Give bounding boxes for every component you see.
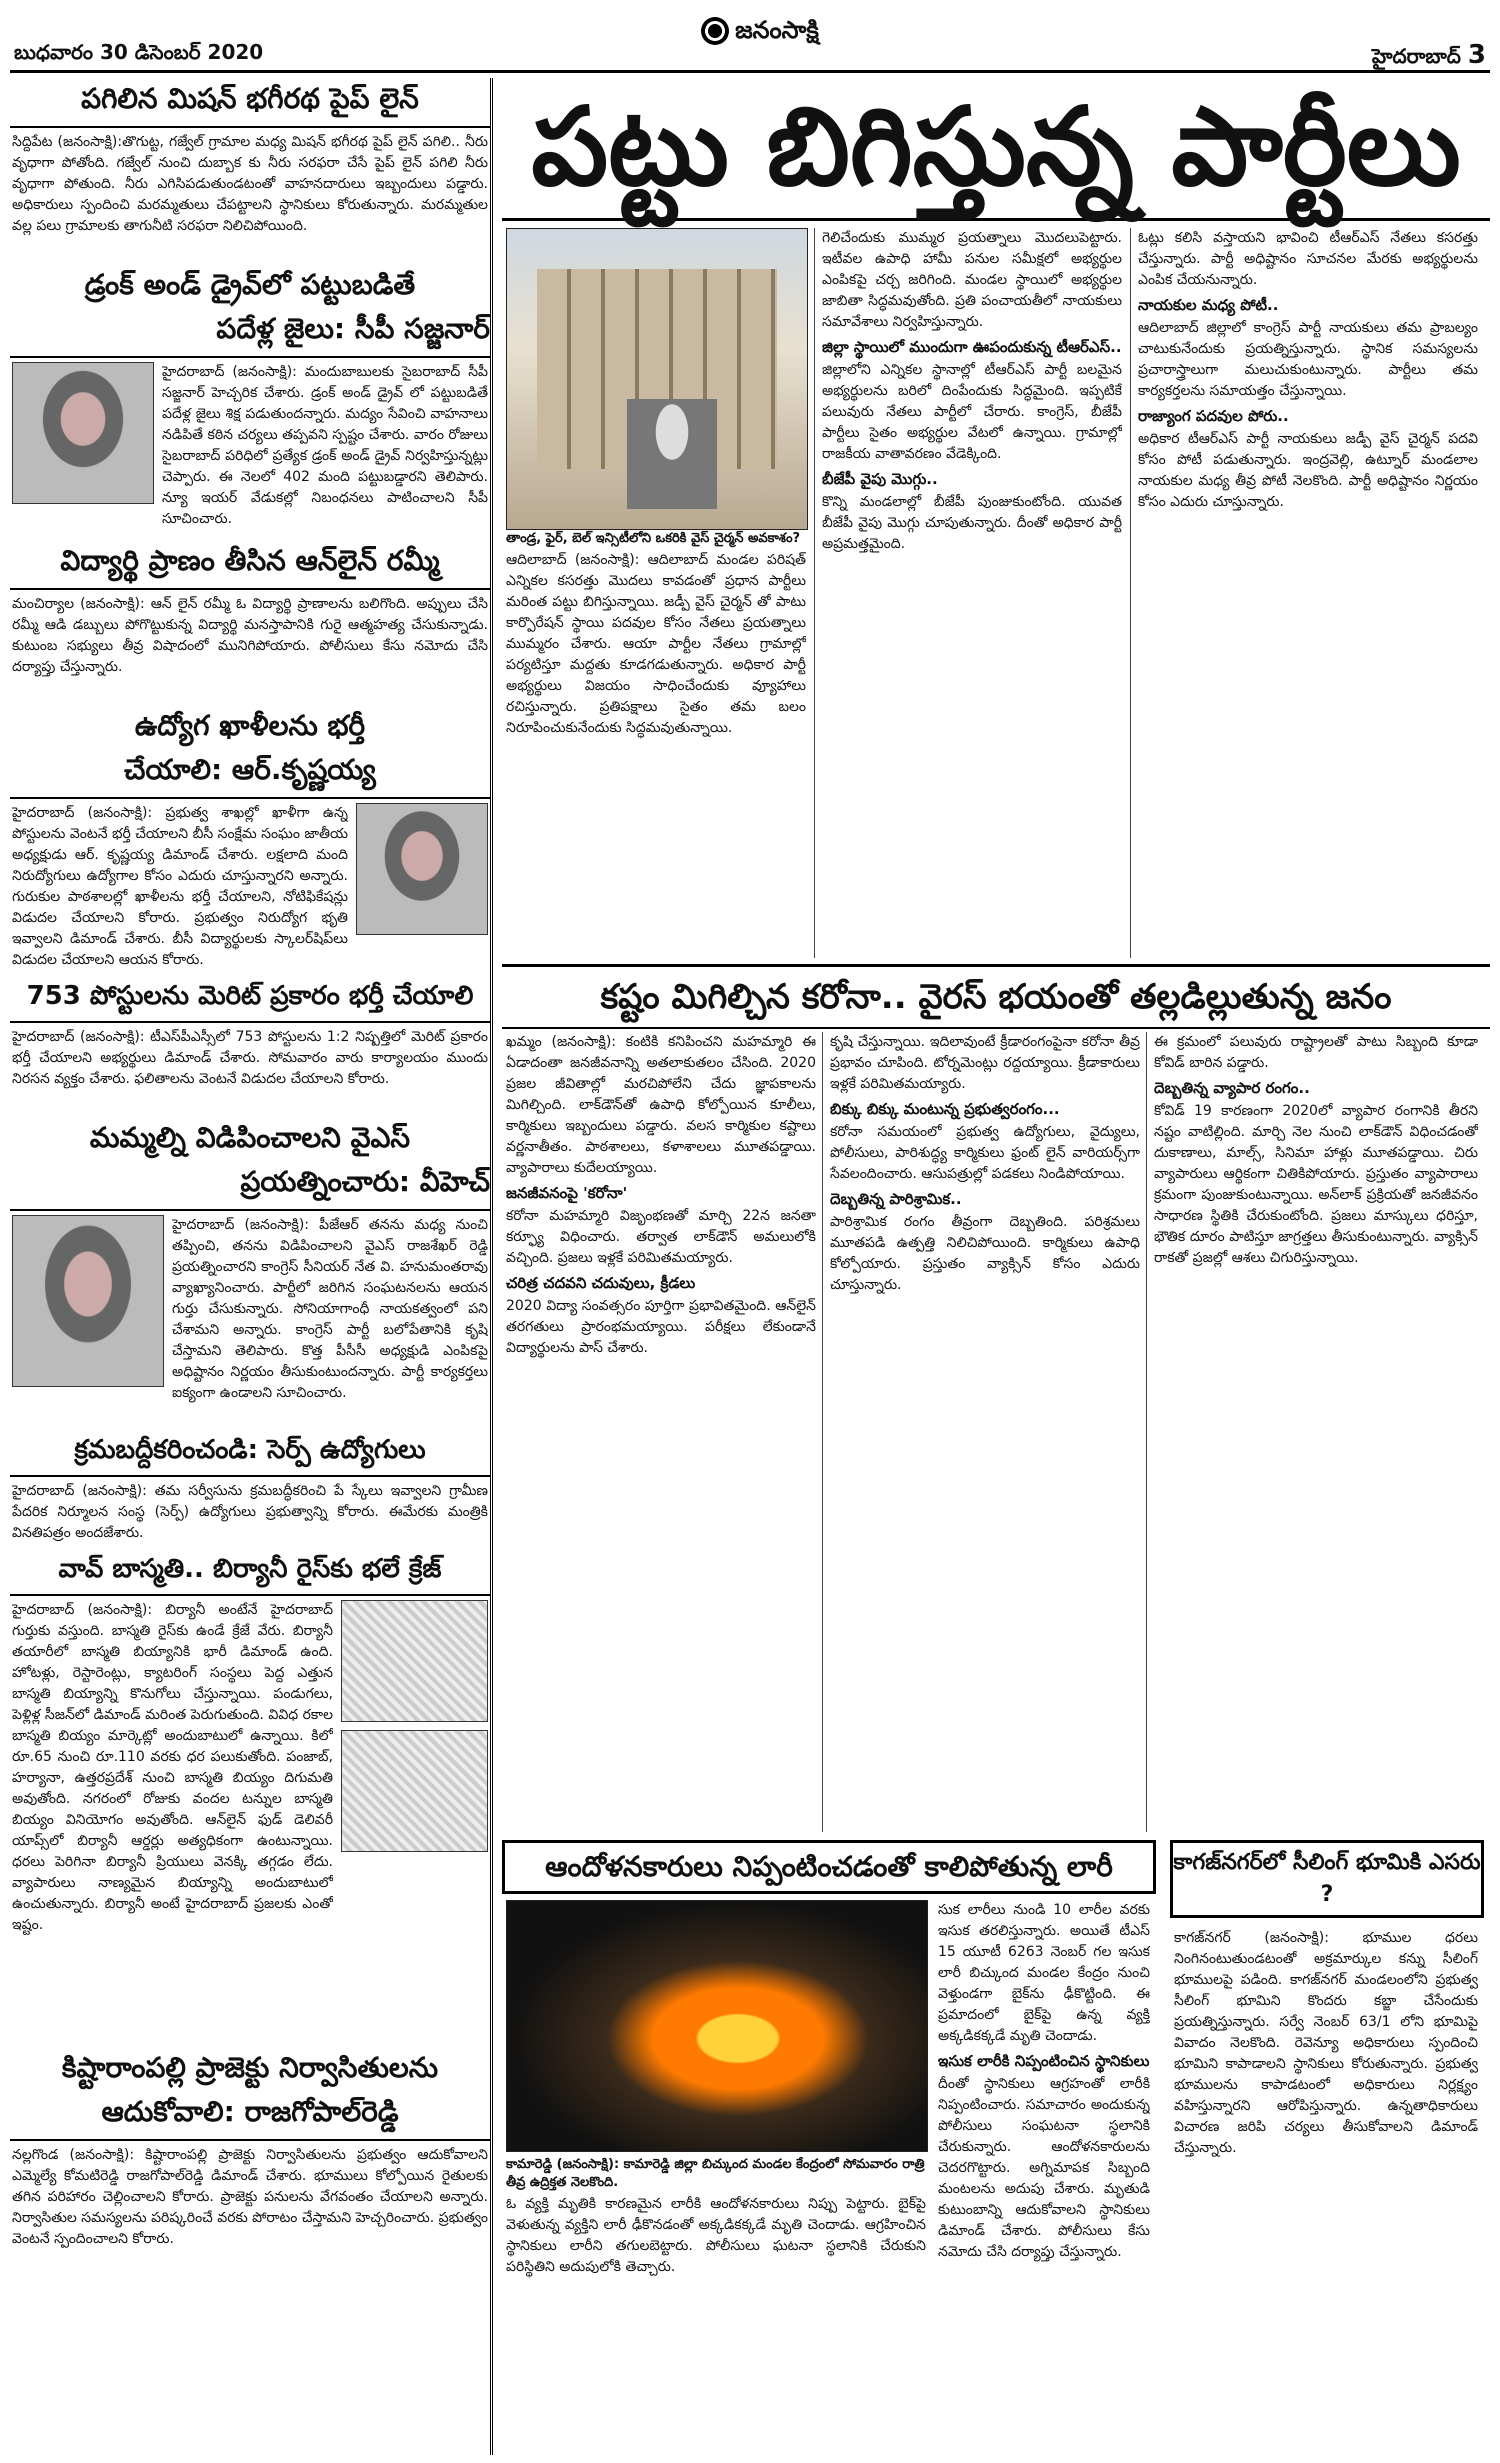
photo-caption-lorry: కామారెడ్డి (జనంసాక్షి): కామారెడ్డి జిల్లా బిచ్కుంద మండల కేంద్రంలో సోమవారం రాత్రి తీవ్ర ఉద్రిక్తత నెలకొంది. xyxy=(506,2157,925,2190)
subhead-corona-education: చరిత్ర చదవని చదువులు, క్రీడలు xyxy=(506,1274,696,1292)
column-divider xyxy=(822,1032,823,1832)
headline-kistaram-2: ఆదుకోవాలి: రాజగోపాల్‌రెడ్డి xyxy=(10,2091,490,2141)
headline-vh-2: ప్రయత్నించారు: వీహెచ్ xyxy=(10,1161,490,1211)
article-drunk-drive xyxy=(10,264,490,540)
logo-text: జనంసాక్షి xyxy=(735,16,819,44)
body-753-posts: హైదరాబాద్ (జనంసాక్షి): టీఎస్‌పీఎస్సీలో 753 పోస్టులను 1:2 నిష్పత్తిలో మెరిట్ ప్రకారం భర్తీ చేయాలని అభ్యర్థులు డిమాండ్ చేశారు. సోమవారం వారు కార్యాలయం ముందు నిరసన వ్యక్తం చేశారు. ఫలితాలను వెంటనే విడుదల చేయాలని కోరారు. xyxy=(12,1029,488,1087)
article-basmati xyxy=(10,1550,490,2047)
statue-shape xyxy=(627,399,717,509)
headline-pipeline: పగిలిన మిషన్ భగీరథ పైప్ లైన్ xyxy=(10,78,490,128)
corona-c2b-text: కరోనా సమయంలో ప్రభుత్వ ఉద్యోగులు, వైద్యులు, పోలీసులు, పారిశుద్ధ్య కార్మికులు ఫ్రంట్ లైన్ వారియర్స్‌గా సేవలందించారు. ఆసుపత్రుల్లో పడకలు నిండిపోయాయి. xyxy=(830,1124,1140,1182)
column-divider xyxy=(814,228,815,958)
ceiling-body: కాగజ్‌నగర్ (జనంసాక్షి): భూముల ధరలు నింగినంటుతుండటంతో అక్రమార్కుల కన్ను సీలింగ్ భూములపై పడింది. కాగజ్‌నగర్ మండలంలోని ప్రభుత్వ సీలింగ్ భూమిని కొందరు కబ్జా చేసేందుకు ప్రయత్నిస్తున్నారు. సర్వే నెంబర్ 63/1 లోని భూమిపై వివాదం నెలకొంది. రెవెన్యూ అధికారులు స్పందించి భూమిని కాపాడాలని స్థానికులు కోరుతున్నారు. ప్రభుత్వ భూములను కాపాడటంలో అధికారులు నిర్లక్ష్యం వహిస్తున్నారని ఆరోపిస్తున్నారు. ఉన్నతాధికారులు విచారణ జరిపి చర్యలు తీసుకోవాలని డిమాండ్ చేస్తున్నారు. xyxy=(1174,1930,1478,2156)
headline-753-posts: 753 పోస్టులను మెరిట్ ప్రకారం భర్తీ చేయాలి xyxy=(10,977,490,1023)
header-city xyxy=(1372,40,1486,73)
main-col-2b-text: జిల్లాలోని ఎన్నికల స్థానాల్లో టీఆర్‌ఎస్ పార్టీ బలమైన అభ్యర్థులను బరిలో దింపేందుకు సిద్ధమైంది. ఇప్పటికే పలువురు నేతలు పార్టీలో చేరారు. కాంగ్రెస్, బీజేపీ పార్టీలు సైతం అభ్యర్థుల వేటలో ఉన్నాయి. గ్రామాల్లో రాజకీయ వాతావరణం వేడెక్కింది. xyxy=(822,362,1122,462)
headline-basmati: వావ్ బాస్మతి.. బిర్యానీ రైస్‌కు భలే క్రేజ్ xyxy=(10,1550,490,1596)
headline-vh-1: మమ్మల్ని విడిపించాలని వైఎస్ xyxy=(89,1121,411,1154)
headline-lorry: ఆందోళనకారులు నిప్పంటించడంతో కాలిపోతున్న లారీ xyxy=(502,1840,1156,1894)
headline-corona: కష్టం మిగిల్చిన కరోనా.. వైరస్ భయంతో తల్లడిల్లుతున్న జనం xyxy=(502,964,1490,1029)
main-col-1: ఆదిలాబాద్ (జనంసాక్షి): ఆదిలాబాద్ మండల పరిషత్ ఎన్నికల కసరత్తు మొదలు కావడంతో ప్రధాన పార్టీలు మరింత పట్టు బిగిస్తున్నాయి. జడ్పీ వైస్ చైర్మన్ తో పాటు కార్పొరేషన్ స్థాయి పదవుల కోసం నేతలు ప్రయత్నాలు ముమ్మరం చేశారు. ఆయా పార్టీల నేతలు గ్రామాల్లో పర్యటిస్తూ మద్దతు కూడగడుతున్నారు. అధికార పార్టీ అభ్యర్థులు విజయం సాధించేందుకు వ్యూహాలు రచిస్తున్నారు. ప్రతిపక్షాలు సైతం తమ బలం నిరూపించుకునేందుకు సిద్ధమవుతున్నాయి. xyxy=(506,552,806,736)
corona-col-2 xyxy=(830,1032,1140,1832)
corona-c1-text: ఖమ్మం (జనంసాక్షి): కంటికి కనిపించని మహమ్మారి ఈ ఏడాదంతా జనజీవనాన్ని అతలాకుతలం చేసింది. 2020 ప్రజల జీవితాల్లో మరచిపోలేని చేదు జ్ఞాపకాలను మిగిల్చింది. లాక్‌డౌన్‌తో ఉపాధి కోల్పోయిన కూలీలు, కార్మికులు ఇబ్బందులు పడ్డారు. వలస కార్మికుల కష్టాలు వర్ణనాతీతం. పాఠశాలలు, కళాశాలలు మూతపడ్డాయి. వ్యాపారాలు కుదేలయ్యాయి. xyxy=(506,1034,816,1176)
article-online-rummy xyxy=(10,540,490,699)
subhead-trs: జిల్లా స్థాయిలో ముందుగా ఊపందుకున్న టీఆర్‌ఎస్.. xyxy=(822,338,1122,356)
article-krishnaiah xyxy=(10,705,490,977)
article-pipeline xyxy=(10,78,490,258)
headline-krishnaiah-1: ఉద్యోగ ఖాళీలను భర్తీ xyxy=(134,709,366,742)
headline-drunk-drive-1: డ్రంక్ అండ్ డ్రైవ్‌లో పట్టుబడితే xyxy=(84,268,416,301)
body-kistaram: నల్లగొండ (జనంసాక్షి): కిష్టారాంపల్లి ప్రాజెక్టు నిర్వాసితులను ప్రభుత్వం ఆదుకోవాలని ఎమ్మెల్యే కోమటిరెడ్డి రాజగోపాల్‌రెడ్డి డిమాండ్ చేశారు. భూములు కోల్పోయిన రైతులకు తగిన పరిహారం చెల్లించాలని కోరారు. ప్రాజెక్టు పనులను వేగవంతం చేయాలని అన్నారు. నిర్వాసితుల సమస్యలను పరిష్కరించే వరకు పోరాటం చేస్తామని హెచ్చరించారు. ప్రభుత్వం వెంటనే స్పందించాలని కోరారు. xyxy=(12,2147,488,2247)
headline-ceiling: కాగజ్‌నగర్‌లో సీలింగ్ భూమికి ఎసరు ? xyxy=(1170,1840,1484,1918)
corona-c2-text: కృషి చేస్తున్నాయి. ఇదిలావుంటే క్రీడారంగంపైనా కరోనా తీవ్ర ప్రభావం చూపింది. టోర్నమెంట్లు రద్దయ్యాయి. క్రీడాకారులు ఇళ్లకే పరిమితమయ్యారు. xyxy=(830,1034,1140,1092)
article-vh xyxy=(10,1117,490,1431)
headline-drunk-drive-2: పదేళ్ల జైలు: సీపీ సజ్జనార్ xyxy=(10,308,490,358)
column-divider xyxy=(1146,1032,1147,1832)
column-divider xyxy=(1130,228,1131,958)
headline-serp: క్రమబద్దీకరించండి: సెర్ప్ ఉద్యోగులు xyxy=(10,1431,490,1477)
corona-c3-text: ఈ క్రమంలో పలువురు రాష్ట్రాలతో పాటు సిబ్బంది కూడా కోవిడ్ బారిన పడ్డారు. xyxy=(1154,1034,1478,1071)
photo-caption-building: తాండ్ర, ఫైర్, బెల్ ఇన్సిటీలోని ఒకరికి వైస్ చైర్మన్ అవకాశం? xyxy=(506,531,801,546)
corona-col-1 xyxy=(506,1032,816,1832)
corona-c1c-text: 2020 విద్యా సంవత్సరం పూర్తిగా ప్రభావితమైంది. ఆన్‌లైన్ తరగతులు ప్రారంభమయ్యాయి. పరీక్షలు లేకుండానే విద్యార్థులను పాస్ చేశారు. xyxy=(506,1298,816,1356)
corona-col-3 xyxy=(1154,1032,1478,1832)
subhead-corona-govt: బిక్కు బిక్కు మంటున్న ప్రభుత్వరంగం... xyxy=(830,1100,1060,1118)
headline-kistaram-1: కిష్టారాంపల్లి ప్రాజెక్టు నిర్వాసితులను xyxy=(61,2051,439,2084)
body-drunk-drive: హైదరాబాద్ (జనంసాక్షి): మందుబాబులకు సైబరాబాద్ సీపీ సజ్జనార్ హెచ్చరిక చేశారు. డ్రంక్ అండ్ డ్రైవ్ లో పట్టుబడితే పదేళ్ల జైలు శిక్ష పడుతుందన్నారు. మద్యం సేవించి వాహనాలు నడిపితే కఠిన చర్యలు తప్పవని స్పష్టం చేశారు. వారం రోజులు సైబరాబాద్ పరిధిలో ప్రత్యేక డ్రంక్ అండ్ డ్రైవ్ నిర్వహిస్తున్నట్లు చెప్పారు. ఈ నెలలో 402 మంది పట్టుబడ్డారని తెలిపారు. న్యూ ఇయర్ వేడుకల్లో నిబంధనలు పాటించాలని సీపీ సూచించారు. xyxy=(162,364,488,527)
main-col-2c-text: కొన్ని మండలాల్లో బీజేపీ పుంజుకుంటోంది. యువత బీజేపీ వైపు మొగ్గు చూపుతున్నారు. దీంతో అధికార పార్టీ అప్రమత్తమైంది. xyxy=(822,494,1122,552)
headline-krishnaiah-2: చేయాలి: ఆర్.కృష్ణయ్య xyxy=(10,749,490,799)
body-basmati: హైదరాబాద్ (జనంసాక్షి): బిర్యానీ అంటేనే హైదరాబాద్ గుర్తుకు వస్తుంది. బాస్మతి రైస్‌కు ఉండే క్రేజే వేరు. బిర్యానీ తయారీలో బాస్మతి బియ్యానికి భారీ డిమాండ్ ఉంది. హోటళ్లు, రెస్టారెంట్లు, క్యాటరింగ్ సంస్థలు పెద్ద ఎత్తున బాస్మతి బియ్యాన్ని కొనుగోలు చేస్తున్నాయి. పండుగలు, పెళ్లిళ్ల సీజన్‌లో డిమాండ్ మరింత పెరుగుతుంది. వివిధ రకాల బాస్మతి బియ్యం మార్కెట్లో అందుబాటులో ఉన్నాయి. కిలో రూ.65 నుంచి రూ.110 వరకు ధర పలుకుతోంది. పంజాబ్, హర్యానా, ఉత్తరప్రదేశ్ నుంచి బాస్మతి బియ్యం దిగుమతి అవుతోంది. నగరంలో రోజుకు వందల టన్నుల బాస్మతి బియ్యం వినియోగం అవుతోంది. ఆన్‌లైన్ ఫుడ్ డెలివరీ యాప్స్‌లో బిర్యానీ ఆర్డర్లు అత్యధికంగా ఉంటున్నాయి. ధరలు పెరిగినా బిర్యానీ ప్రియులు వెనక్కి తగ్గడం లేదు. వ్యాపారులు నాణ్యమైన బియ్యాన్ని అందుబాటులో ఉంచుతున్నారు. బిర్యానీ అంటే హైదరాబాద్ ప్రజలకు ఎంతో ఇష్టం. xyxy=(12,1602,333,1933)
photo-burning-lorry xyxy=(506,1900,928,2152)
lorry-col-1: ఓ వ్యక్తి మృతికి కారణమైన లారీకి ఆందోళనకారులు నిప్పు పెట్టారు. బైక్‌పై వెళుతున్న వ్యక్తిని లారీ ఢీకొనడంతో అక్కడికక్కడే మృతి చెందాడు. ఆగ్రహించిన స్థానికులు లారీని తగులబెట్టారు. పోలీసులు ఘటనా స్థలానికి చేరుకుని పరిస్థితిని అదుపులోకి తెచ్చారు. xyxy=(506,2196,926,2275)
corona-c1b-text: కరోనా మహమ్మారి విజృంభణతో మార్చి 22న జనతా కర్ఫ్యూ విధించారు. తర్వాత లాక్‌డౌన్ అమలులోకి వచ్చింది. ప్రజలు ఇళ్లకే పరిమితమయ్యారు. xyxy=(506,1208,816,1266)
page-header xyxy=(10,0,1490,73)
subhead-corona-business: దెబ్బతిన్న వ్యాపార రంగం.. xyxy=(1154,1079,1310,1097)
body-serp: హైదరాబాద్ (జనంసాక్షి): తమ సర్వీసును క్రమబద్ధీకరించి పే స్కేలు ఇవ్వాలని గ్రామీణ పేదరిక నిర్మూలన సంస్థ (సెర్ప్) ఉద్యోగులు ప్రభుత్వాన్ని కోరారు. ఈమేరకు మంత్రికి వినతిపత్రం అందజేశారు. xyxy=(12,1483,488,1541)
masthead-logo xyxy=(630,16,890,50)
photo-biryani xyxy=(341,1730,488,1852)
main-col-3c-text: అధికార టీఆర్‌ఎస్ పార్టీ నాయకులు జడ్పీ వైస్ చైర్మన్ పదవి కోసం పోటీ పడుతున్నారు. ఇంద్రవెల్లి, ఉట్నూర్ మండలాల నాయకుల మధ్య తీవ్ర పోటీ నెలకొంది. పార్టీ అధిష్టానం నిర్ణయం కోసం ఎదురు చూస్తున్నారు. xyxy=(1138,431,1478,510)
lorry-c2b-text: దీంతో స్థానికులు ఆగ్రహంతో లారీకి నిప్పంటించారు. సమాచారం అందుకున్న పోలీసులు సంఘటనా స్థలానికి చేరుకున్నారు. ఆందోళనకారులను చెదరగొట్టారు. అగ్నిమాపక సిబ్బంది మంటలను అదుపు చేశారు. మృతుడి కుటుంబాన్ని ఆదుకోవాలని స్థానికులు డిమాండ్ చేశారు. పోలీసులు కేసు నమోదు చేసి దర్యాప్తు చేస్తున్నారు. xyxy=(938,2076,1150,2260)
photo-krishnaiah xyxy=(356,803,488,935)
article-kistaram xyxy=(10,2047,490,2292)
photo-vh xyxy=(12,1215,164,1387)
corona-c3b-text: కోవిడ్ 19 కారణంగా 2020లో వ్యాపార రంగానికి తీరని నష్టం వాటిల్లింది. మార్చి నెల నుంచి లాక్‌డౌన్ విధించడంతో దుకాణాలు, మాల్స్, సినిమా హాళ్లు మూతపడ్డాయి. చిరు వ్యాపారులు ఆర్థికంగా చితికిపోయారు. ప్రస్తుతం వ్యాపారాలు క్రమంగా పుంజుకుంటున్నాయి. అన్‌లాక్ ప్రక్రియతో జనజీవనం సాధారణ స్థితికి చేరుకుంటోంది. ప్రజలు మాస్కులు ధరిస్తూ, భౌతిక దూరం పాటిస్తూ జాగ్రత్తలు తీసుకుంటున్నారు. వ్యాక్సిన్ రాకతో ప్రజల్లో ఆశలు చిగురిస్తున్నాయి. xyxy=(1154,1103,1478,1266)
main-col-3-text: ఓట్లు కలిసి వస్తాయని భావించి టీఆర్‌ఎస్ నేతలు కసరత్తు చేస్తున్నారు. పార్టీ అధిష్టానం సూచనల మేరకు అభ్యర్థులను ఎంపిక చేయనున్నారు. xyxy=(1138,230,1478,288)
body-pipeline: సిద్దిపేట (జనంసాక్షి):తొగుట్ట, గజ్వేల్ గ్రామాల మధ్య మిషన్ భగీరథ పైప్ లైన్ పగిలి.. నీరు వృధాగా పోతోంది. గజ్వేల్ నుంచి దుబ్బాక కు నీరు సరఫరా చేసే పైప్ లైన్ పగిలి నీరు వృధాగా పోతుంది. నీరు ఎగిసిపడుతుండటంతో వాహనదారులు ఇబ్బందులు పడ్డారు. అధికారులు స్పందించి మరమ్మతులు చేపట్టాలని స్థానికులు కోరుతున్నారు. మరమ్మతుల వల్ల పలు గ్రామాలకు తాగునీటి సరఫరా నిలిచిపోయింది. xyxy=(12,134,488,234)
logo-icon xyxy=(701,17,729,45)
main-col-3 xyxy=(1138,228,1478,958)
main-headline: పట్టు బిగిస్తున్న పార్టీలు xyxy=(502,78,1490,221)
lorry-col-2 xyxy=(938,1900,1150,2449)
article-serp xyxy=(10,1431,490,1544)
subhead-lorry: ఇసుక లారీకి నిప్పంటించిన స్థానికులు xyxy=(938,2052,1150,2070)
left-column xyxy=(10,78,493,2455)
subhead-corona-industry: దెబ్బతిన్న పారిశ్రామిక.. xyxy=(830,1190,962,1208)
headline-online-rummy: విద్యార్థి ప్రాణం తీసిన ఆన్‌లైన్ రమ్మీ xyxy=(10,540,490,590)
subhead-leaders: నాయకుల మధ్య పోటీ.. xyxy=(1138,296,1279,314)
main-area xyxy=(502,78,1490,2455)
photo-building xyxy=(506,228,808,530)
photo-rice xyxy=(341,1600,488,1722)
city-name: హైదరాబాద్ xyxy=(1371,44,1461,68)
subhead-bjp: బీజేపీ వైపు మొగ్గు.. xyxy=(822,470,938,488)
subhead-corona-life: జనజీవనంపై 'కరోనా' xyxy=(506,1184,628,1202)
photo-cp-sajjanar xyxy=(12,362,154,504)
body-online-rummy: మంచిర్యాల (జనంసాక్షి): ఆన్ లైన్ రమ్మీ ఓ విద్యార్థి ప్రాణాలను బలిగొంది. అప్పులు చేసి రమ్మీ ఆడి డబ్బులు పోగొట్టుకున్న విద్యార్థి మనస్తాపానికి గురై ఆత్మహత్య చేసుకున్నాడు. కుటుంబ సభ్యులు తీవ్ర విషాదంలో మునిగిపోయారు. పోలీసులు కేసు నమోదు చేసి దర్యాప్తు చేస్తున్నారు. xyxy=(12,596,488,675)
main-col-2 xyxy=(822,228,1122,958)
article-753-posts xyxy=(10,977,490,1111)
corona-c2c-text: పారిశ్రామిక రంగం తీవ్రంగా దెబ్బతింది. పరిశ్రమలు మూతపడి ఉత్పత్తి నిలిచిపోయింది. కార్మికులు ఉపాధి కోల్పోయారు. ప్రస్తుతం వ్యాక్సిన్ కోసం ఎదురు చూస్తున్నారు. xyxy=(830,1214,1140,1293)
page-number: 3 xyxy=(1467,40,1486,70)
lorry-c2-text: సుక లారీలు నుండి 10 లారీల వరకు ఇసుక తరలిస్తున్నారు. అయితే టీఎస్ 15 యూటీ 6263 నెంబర్ గల ఇసుక లారీ బిచ్కుంద మండల కేంద్రం నుంచి వెళ్తుండగా బైక్‌ను ఢీకొట్టింది. ఈ ప్రమాదంలో బైక్‌పై ఉన్న వ్యక్తి అక్కడికక్కడే మృతి చెందాడు. xyxy=(938,1902,1150,2044)
subhead-posts: రాజ్యాంగ పదవుల పోరు.. xyxy=(1138,407,1289,425)
header-date: బుధవారం 30 డిసెంబర్ 2020 xyxy=(14,40,264,64)
main-col-3b-text: ఆదిలాబాద్ జిల్లాలో కాంగ్రెస్ పార్టీ నాయకులు తమ ప్రాబల్యం చాటుకునేందుకు ప్రయత్నిస్తున్నారు. స్థానిక సమస్యలను ప్రచారాస్త్రాలుగా మలుచుకుంటున్నారు. పార్టీలు తమ కార్యకర్తలను సమాయత్తం చేస్తున్నాయి. xyxy=(1138,320,1478,399)
body-krishnaiah: హైదరాబాద్ (జనంసాక్షి): ప్రభుత్వ శాఖల్లో ఖాళీగా ఉన్న పోస్టులను వెంటనే భర్తీ చేయాలని బీసీ సంక్షేమ సంఘం జాతీయ అధ్యక్షుడు ఆర్. కృష్ణయ్య డిమాండ్ చేశారు. లక్షలాది మంది నిరుద్యోగులు ఉద్యోగాల కోసం ఎదురు చూస్తున్నారని అన్నారు. గురుకుల పాఠశాలల్లో ఖాళీలను భర్తీ చేయాలని, నోటిఫికేషన్లు విడుదల చేయాలని కోరారు. ప్రభుత్వం నిరుద్యోగ భృతి ఇవ్వాలని డిమాండ్ చేశారు. బీసీ విద్యార్థులకు స్కాలర్‌షిప్‌లు విడుదల చేయాలని ఆయన కోరారు. xyxy=(12,805,348,968)
body-vh: హైదరాబాద్ (జనంసాక్షి): పీజేఆర్ తనను మధ్య నుంచి తప్పించి, తనను విడిపించాలని వైఎస్ రాజశేఖర్ రెడ్డి ప్రయత్నించారని కాంగ్రెస్ సీనియర్ నేత వి. హనుమంతరావు వ్యాఖ్యానించారు. పార్టీలో జరిగిన సంఘటనలను ఆయన గుర్తు చేసుకున్నారు. సోనియాగాంధీ నాయకత్వంలో పని చేశామని అన్నారు. కాంగ్రెస్ పార్టీ బలోపేతానికి కృషి చేస్తామని తెలిపారు. కొత్త పీసీసీ అధ్యక్షుడి ఎంపికపై అధిష్టానం నిర్ణయం తీసుకుంటుందన్నారు. పార్టీ కార్యకర్తలు ఐక్యంగా ఉండాలని సూచించారు. xyxy=(172,1217,488,1401)
main-col-2-text: గెలిచేందుకు ముమ్మర ప్రయత్నాలు మొదలుపెట్టారు. ఇటీవల ఉపాధి హామీ పనుల సమీక్షలో అభ్యర్థుల ఎంపికపై చర్చ జరిగింది. మండల స్థాయిలో అభ్యర్థుల జాబితా సిద్ధమవుతోంది. ప్రతి పంచాయతీలో నాయకులు సమావేశాలు నిర్వహిస్తున్నారు. xyxy=(822,230,1122,330)
